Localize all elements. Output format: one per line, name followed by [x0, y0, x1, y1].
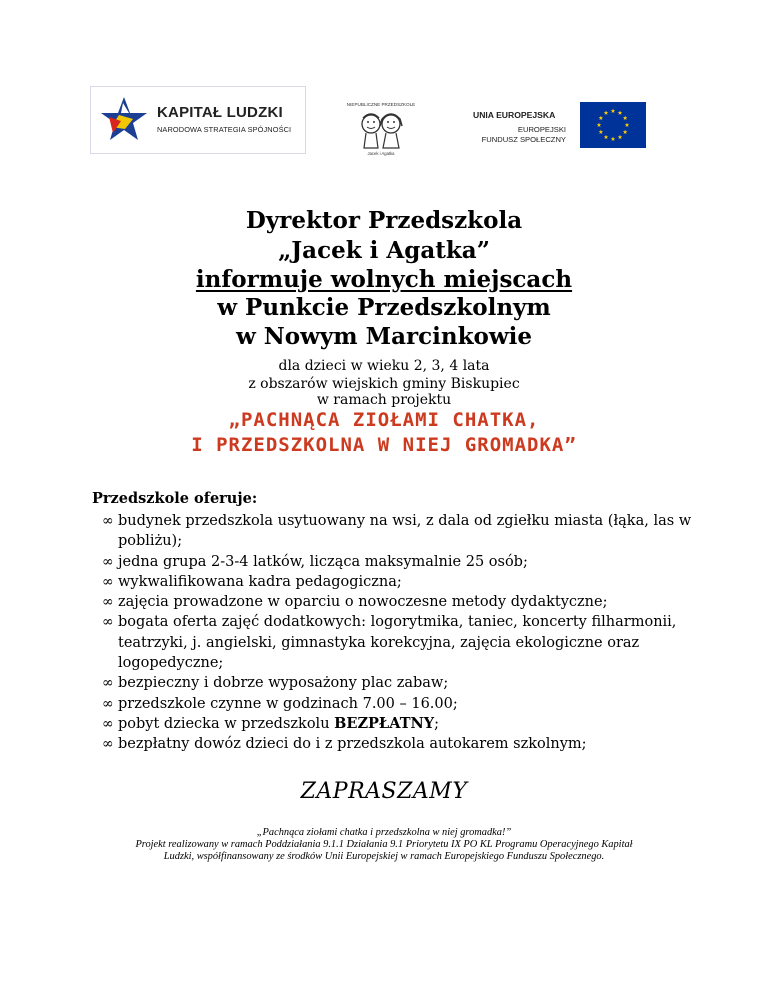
preschool-logo: [340, 96, 422, 158]
infinity-bullet-icon: ∞: [102, 736, 114, 753]
offer-list-item: [92, 511, 692, 552]
offer-list-item: [92, 673, 692, 693]
kapital-ludzki-title: KAPITAŁ LUDZKI: [157, 104, 283, 121]
infinity-bullet-icon: ∞: [102, 573, 114, 590]
preschool-logo-bottom-text: Jacek i Agatka: [367, 151, 395, 156]
footer-line-3: Ludzki, współfinansowany ze środków Unii Europejskiej w ramach Europejskiego Funduszu Społecznego.: [163, 851, 605, 862]
unia-europejska-logo: [462, 94, 652, 158]
offer-item-text: budynek przedszkola usytuowany na wsi, z dala od zgiełku miasta (łąka, las w pobliżu);: [118, 513, 692, 550]
kapital-ludzki-subtitle: NARODOWA STRATEGIA SPÓJNOŚCI: [157, 125, 292, 134]
preschool-logo-top-text: NIEPUBLICZNE PRZEDSZKOLE: [346, 102, 416, 107]
invite-text: ZAPRASZAMY: [300, 779, 468, 804]
offer-item-text: wykwalifikowana kadra pedagogiczna;: [118, 573, 402, 590]
offer-item-text: jedna grupa 2-3-4 latków, licząca maksymalnie 25 osób;: [118, 553, 528, 570]
ue-logo-title: UNIA EUROPEJSKA: [473, 110, 556, 120]
offer-list-item: [92, 714, 692, 734]
offer-list-item: [92, 694, 692, 714]
offer-list-item: [92, 734, 692, 754]
offer-item-text: bezpłatny dowóz dzieci do i z przedszkola autokarem szkolnym;: [118, 736, 587, 753]
heading-line-4: w Punkcie Przedszkolnym: [217, 294, 551, 321]
subheading-line-1: dla dzieci w wieku 2, 3, 4 lata: [278, 358, 490, 374]
infinity-bullet-icon: ∞: [102, 675, 114, 692]
heading-line-3: informuje wolnych miejscach: [195, 266, 573, 293]
offer-item-emphasis: BEZPŁATNY: [334, 714, 435, 732]
offer-list-item: [92, 592, 692, 612]
offer-list-item: [92, 612, 692, 673]
ue-logo-line1: EUROPEJSKI: [517, 125, 566, 134]
infinity-bullet-icon: ∞: [102, 614, 114, 631]
project-title-line-1: „PACHNĄCA ZIOŁAMI CHATKA,: [228, 409, 540, 431]
footer-line-2: Projekt realizowany w ramach Poddziałania 9.1.1 Działania 9.1 Priorytetu IX PO KL Programu Operacyjnego Kapitał: [135, 839, 633, 850]
heading-line-1: Dyrektor Przedszkola: [245, 207, 523, 234]
offer-list-item: [92, 552, 692, 572]
offer-list-item: [92, 572, 692, 592]
offer-item-text: pobyt dziecka w przedszkolu: [118, 715, 335, 732]
kapital-ludzki-star-icon: [99, 95, 149, 145]
ue-logo-line2: FUNDUSZ SPOŁECZNY: [481, 135, 566, 144]
offer-item-suffix: ;: [434, 715, 439, 732]
heading-line-5: w Nowym Marcinkowie: [235, 323, 533, 350]
infinity-bullet-icon: ∞: [102, 513, 114, 529]
footer-line-1: „Pachnąca ziołami chatka i przedszkolna w niej gromadka!”: [256, 827, 512, 838]
project-title-line-2: I PRZEDSZKOLNA W NIEJ GROMADKA”: [191, 434, 577, 456]
offer-item-text: zajęcia prowadzone w oparciu o nowoczesne metody dydaktyczne;: [118, 594, 608, 611]
infinity-bullet-icon: ∞: [102, 594, 114, 611]
offer-item-text: bezpieczny i dobrze wyposażony plac zabaw;: [118, 675, 449, 692]
infinity-bullet-icon: ∞: [102, 715, 114, 732]
offer-title: Przedszkole oferuje:: [92, 490, 258, 507]
infinity-bullet-icon: ∞: [102, 553, 114, 570]
children-drawing-icon: [356, 110, 406, 150]
subheading-line-3: w ramach projektu: [316, 392, 452, 408]
infinity-bullet-icon: ∞: [102, 695, 114, 712]
kapital-ludzki-logo: [90, 86, 306, 154]
offer-item-text: przedszkole czynne w godzinach 7.00 – 16.00;: [118, 695, 458, 712]
subheading-line-2: z obszarów wiejskich gminy Biskupiec: [248, 376, 520, 392]
offer-item-text: bogata oferta zajęć dodatkowych: logorytmika, taniec, koncerty filharmonii, teatrzyki, j. angielski, gimnastyka korekcyjna, zajęcia ekologiczne oraz logopedyczne;: [118, 614, 677, 672]
heading-line-2: „Jacek i Agatka”: [278, 237, 490, 264]
offer-list: [92, 511, 692, 755]
eu-flag-icon: [580, 102, 646, 148]
